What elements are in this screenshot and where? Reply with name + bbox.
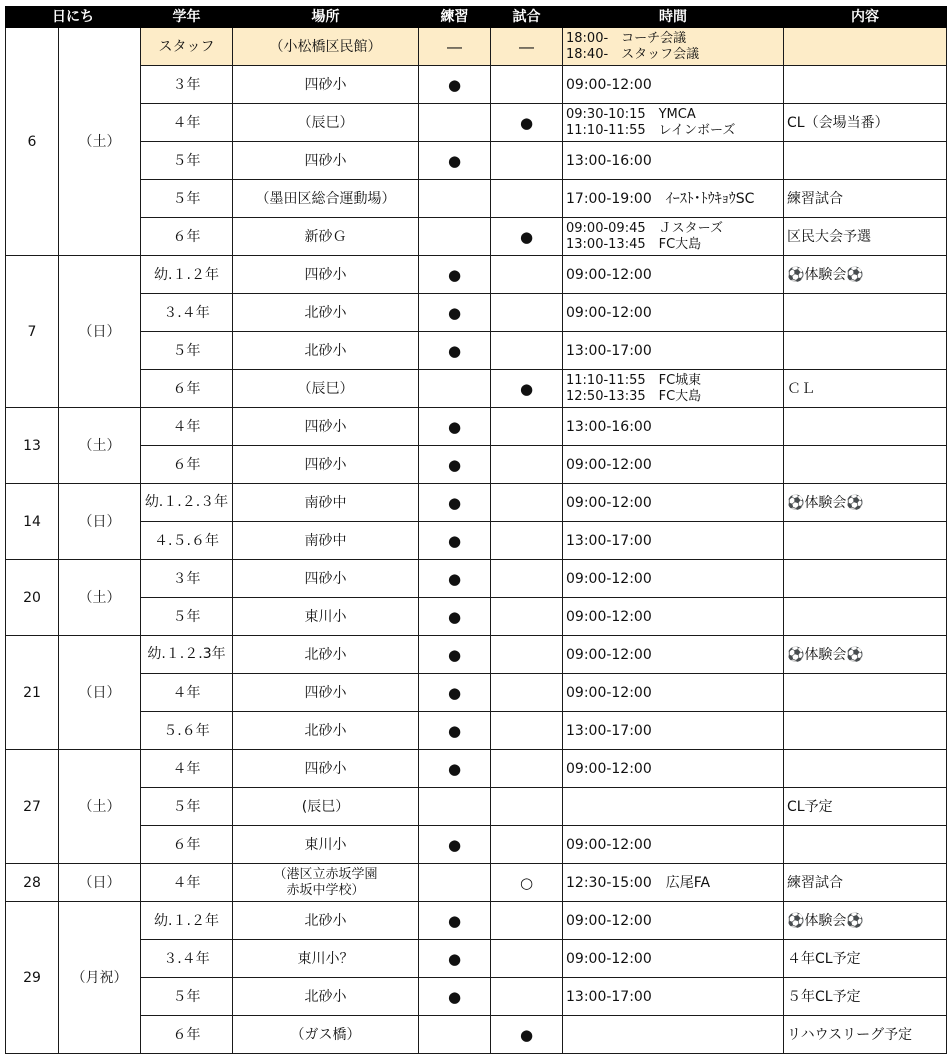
content-cell: リハウスリーグ予定 (784, 1016, 947, 1054)
practice-mark: ● (419, 598, 491, 636)
venue-line: （小松橋区民館） (269, 38, 382, 55)
schedule-row (6, 560, 947, 598)
time-cell (563, 902, 784, 940)
content-cell (784, 28, 947, 66)
weekday-cell: （月祝） (59, 902, 141, 1054)
grade-cell: 幼.１.２.３年 (141, 484, 233, 522)
match-mark (491, 142, 563, 180)
match-mark (491, 560, 563, 598)
time-line: 13:00-17:00 (566, 988, 652, 1005)
venue-cell (233, 636, 419, 674)
time-line: 09:00-12:00 (566, 836, 652, 853)
schedule-row (6, 104, 947, 142)
practice-mark (419, 104, 491, 142)
match-mark: ○ (491, 864, 563, 902)
time-cell (563, 1016, 784, 1054)
time-cell (563, 712, 784, 750)
time-line: 09:00-12:00 (566, 494, 652, 511)
time-cell (563, 598, 784, 636)
content-cell (784, 142, 947, 180)
content-cell: ⚽体験会⚽ (784, 636, 947, 674)
practice-mark: ● (419, 408, 491, 446)
venue-cell (233, 180, 419, 218)
time-line: 09:00-12:00 (566, 456, 652, 473)
venue-line: 北砂小 (304, 342, 347, 359)
grade-cell: ３年 (141, 560, 233, 598)
time-line: 09:00-12:00 (566, 646, 652, 663)
venue-line: 四砂小 (304, 570, 347, 587)
grade-cell: ４年 (141, 104, 233, 142)
schedule-row (6, 332, 947, 370)
content-cell: 練習試合 (784, 180, 947, 218)
time-cell (563, 674, 784, 712)
time-line: 09:00-12:00 (566, 266, 652, 283)
content-cell: CL（会場当番） (784, 104, 947, 142)
schedule-row (6, 750, 947, 788)
match-mark (491, 750, 563, 788)
time-line: 09:00-12:00 (566, 760, 652, 777)
content-cell (784, 674, 947, 712)
time-line: 09:30-10:15 YMCA (566, 106, 696, 122)
match-mark: ● (491, 104, 563, 142)
venue-cell (233, 256, 419, 294)
schedule-row (6, 142, 947, 180)
weekday-cell: （日） (59, 256, 141, 408)
grade-cell: ４.５.６年 (141, 522, 233, 560)
time-line: 09:00-12:00 (566, 76, 652, 93)
grade-cell: スタッフ (141, 28, 233, 66)
weekday-cell: （土） (59, 28, 141, 256)
header-grade: 学年 (141, 7, 233, 28)
weekday-cell: （土） (59, 408, 141, 484)
time-line: 18:00- コーチ会議 (566, 30, 687, 46)
time-line: 09:00-12:00 (566, 304, 652, 321)
schedule-row (6, 408, 947, 446)
time-line: 12:50-13:35 FC大島 (566, 388, 702, 404)
time-line: 13:00-16:00 (566, 152, 652, 169)
schedule-row (6, 712, 947, 750)
time-cell (563, 826, 784, 864)
practice-mark (419, 864, 491, 902)
weekday-cell: （土） (59, 560, 141, 636)
venue-line: （辰巳） (297, 114, 354, 131)
practice-mark: ● (419, 332, 491, 370)
match-mark: ● (491, 370, 563, 408)
day-cell: 29 (6, 902, 59, 1054)
venue-line: （ガス橋） (290, 1026, 361, 1043)
time-cell (563, 28, 784, 66)
match-mark (491, 636, 563, 674)
content-cell: ５年CL予定 (784, 978, 947, 1016)
venue-line: 新砂Ｇ (304, 228, 347, 245)
content-cell (784, 712, 947, 750)
time-line: 09:00-12:00 (566, 570, 652, 587)
match-mark: ― (491, 28, 563, 66)
match-mark (491, 408, 563, 446)
venue-cell (233, 446, 419, 484)
time-cell (563, 142, 784, 180)
day-cell: 7 (6, 256, 59, 408)
practice-mark: ● (419, 940, 491, 978)
schedule-row (6, 28, 947, 66)
venue-cell (233, 332, 419, 370)
grade-cell: ４年 (141, 864, 233, 902)
venue-line: 北砂小 (304, 304, 347, 321)
time-line: 13:00-17:00 (566, 722, 652, 739)
venue-line: （港区立赤坂学園 (273, 866, 378, 882)
venue-line: 四砂小 (304, 418, 347, 435)
venue-cell (233, 902, 419, 940)
content-cell: ⚽体験会⚽ (784, 256, 947, 294)
header-match: 試合 (491, 7, 563, 28)
schedule-row (6, 902, 947, 940)
match-mark (491, 712, 563, 750)
match-mark (491, 256, 563, 294)
grade-cell: ４年 (141, 750, 233, 788)
time-line: 09:00-09:45 Ｊスターズ (566, 220, 723, 236)
time-line: 18:40- スタッフ会議 (566, 46, 700, 62)
practice-mark: ● (419, 902, 491, 940)
practice-mark: ● (419, 142, 491, 180)
venue-line: （墨田区総合運動場） (255, 190, 396, 207)
header-row (6, 7, 947, 28)
venue-cell (233, 522, 419, 560)
time-cell (563, 940, 784, 978)
weekday-cell: （土） (59, 750, 141, 864)
time-line: 13:00-17:00 (566, 342, 652, 359)
venue-cell (233, 560, 419, 598)
venue-cell (233, 104, 419, 142)
venue-cell (233, 370, 419, 408)
venue-line: 四砂小 (304, 684, 347, 701)
practice-mark: ● (419, 522, 491, 560)
content-cell: CL予定 (784, 788, 947, 826)
time-line: 11:10-11:55 FC城東 (566, 372, 702, 388)
venue-line: 四砂小 (304, 266, 347, 283)
venue-cell (233, 294, 419, 332)
grade-cell: 幼.１.２年 (141, 902, 233, 940)
venue-line: 四砂小 (304, 152, 347, 169)
venue-line: 南砂中 (304, 494, 347, 511)
time-cell (563, 370, 784, 408)
day-cell: 21 (6, 636, 59, 750)
day-cell: 13 (6, 408, 59, 484)
schedule-row (6, 484, 947, 522)
grade-cell: ５年 (141, 598, 233, 636)
grade-cell: ４年 (141, 408, 233, 446)
schedule-row (6, 674, 947, 712)
venue-cell (233, 750, 419, 788)
day-cell: 14 (6, 484, 59, 560)
venue-cell (233, 826, 419, 864)
time-cell (563, 218, 784, 256)
time-cell (563, 978, 784, 1016)
header-practice: 練習 (419, 7, 491, 28)
practice-mark: ● (419, 674, 491, 712)
time-line: 09:00-12:00 (566, 684, 652, 701)
schedule-row (6, 256, 947, 294)
venue-cell (233, 978, 419, 1016)
venue-line: 四砂小 (304, 456, 347, 473)
practice-mark: ● (419, 712, 491, 750)
time-cell (563, 332, 784, 370)
venue-cell (233, 28, 419, 66)
venue-cell (233, 598, 419, 636)
grade-cell: ３年 (141, 66, 233, 104)
time-cell (563, 864, 784, 902)
content-cell: ４年CL予定 (784, 940, 947, 978)
grade-cell: ５年 (141, 180, 233, 218)
schedule-row (6, 446, 947, 484)
match-mark: ● (491, 218, 563, 256)
time-cell (563, 788, 784, 826)
content-cell (784, 750, 947, 788)
time-line: 17:00-19:00 ｲｰｽﾄ･ﾄｳｷｮｳSC (566, 190, 755, 207)
schedule-row (6, 940, 947, 978)
practice-mark: ● (419, 636, 491, 674)
weekday-cell: （日） (59, 864, 141, 902)
venue-line: 北砂小 (304, 646, 347, 663)
schedule-row (6, 636, 947, 674)
time-line: 09:00-12:00 (566, 950, 652, 967)
venue-cell (233, 674, 419, 712)
venue-line: 赤坂中学校） (286, 882, 365, 898)
practice-mark (419, 218, 491, 256)
grade-cell: ６年 (141, 446, 233, 484)
grade-cell: ５年 (141, 978, 233, 1016)
practice-mark: ● (419, 978, 491, 1016)
grade-cell: ３.４年 (141, 294, 233, 332)
grade-cell: ６年 (141, 370, 233, 408)
content-cell (784, 560, 947, 598)
grade-cell: ４年 (141, 674, 233, 712)
content-cell (784, 66, 947, 104)
time-cell (563, 256, 784, 294)
practice-mark: ● (419, 750, 491, 788)
venue-line: 北砂小 (304, 722, 347, 739)
schedule-row (6, 294, 947, 332)
match-mark: ● (491, 1016, 563, 1054)
practice-mark: ● (419, 826, 491, 864)
content-cell (784, 522, 947, 560)
match-mark (491, 294, 563, 332)
content-cell: ＣＬ (784, 370, 947, 408)
time-line: 09:00-12:00 (566, 608, 652, 625)
match-mark (491, 902, 563, 940)
match-mark (491, 598, 563, 636)
grade-cell: ６年 (141, 218, 233, 256)
schedule-row (6, 218, 947, 256)
time-cell (563, 750, 784, 788)
practice-mark (419, 788, 491, 826)
day-cell: 27 (6, 750, 59, 864)
time-line: 11:10-11:55 レインボーズ (566, 122, 736, 138)
schedule-row (6, 864, 947, 902)
grade-cell: ６年 (141, 1016, 233, 1054)
day-cell: 28 (6, 864, 59, 902)
venue-line: 東川小？ (297, 950, 354, 967)
venue-cell (233, 864, 419, 902)
header-time: 時間 (563, 7, 784, 28)
weekday-cell: （日） (59, 636, 141, 750)
schedule-row (6, 826, 947, 864)
time-cell (563, 446, 784, 484)
time-cell (563, 294, 784, 332)
venue-line: 東川小 (304, 836, 347, 853)
grade-cell: ５年 (141, 142, 233, 180)
match-mark (491, 978, 563, 1016)
practice-mark (419, 1016, 491, 1054)
venue-line: 四砂小 (304, 760, 347, 777)
venue-cell (233, 484, 419, 522)
grade-cell: ５.６年 (141, 712, 233, 750)
practice-mark: ● (419, 294, 491, 332)
match-mark (491, 180, 563, 218)
time-line: 13:00-16:00 (566, 418, 652, 435)
venue-line: 北砂小 (304, 912, 347, 929)
content-cell (784, 408, 947, 446)
schedule-row (6, 370, 947, 408)
content-cell (784, 826, 947, 864)
venue-cell (233, 1016, 419, 1054)
schedule-row (6, 788, 947, 826)
schedule-row (6, 978, 947, 1016)
practice-mark: ● (419, 446, 491, 484)
time-cell (563, 104, 784, 142)
match-mark (491, 674, 563, 712)
match-mark (491, 446, 563, 484)
practice-mark: ― (419, 28, 491, 66)
match-mark (491, 66, 563, 104)
schedule-table (5, 6, 947, 1054)
content-cell: 区民大会予選 (784, 218, 947, 256)
schedule-row (6, 522, 947, 560)
grade-cell: ５年 (141, 332, 233, 370)
content-cell (784, 332, 947, 370)
match-mark (491, 522, 563, 560)
schedule-row (6, 1016, 947, 1054)
practice-mark: ● (419, 256, 491, 294)
time-line: 13:00-17:00 (566, 532, 652, 549)
content-cell: ⚽体験会⚽ (784, 484, 947, 522)
time-cell (563, 522, 784, 560)
content-cell (784, 294, 947, 332)
day-cell: 6 (6, 28, 59, 256)
schedule-row (6, 598, 947, 636)
time-cell (563, 408, 784, 446)
schedule-row (6, 66, 947, 104)
grade-cell: ５年 (141, 788, 233, 826)
time-cell (563, 180, 784, 218)
time-line: 13:00-13:45 FC大島 (566, 236, 702, 252)
venue-line: （辰巳） (297, 380, 354, 397)
grade-cell: ６年 (141, 826, 233, 864)
practice-mark (419, 180, 491, 218)
grade-cell: 幼.１.２.3年 (141, 636, 233, 674)
venue-cell (233, 788, 419, 826)
venue-cell (233, 218, 419, 256)
time-line: 09:00-12:00 (566, 912, 652, 929)
match-mark (491, 940, 563, 978)
venue-cell (233, 142, 419, 180)
venue-cell (233, 940, 419, 978)
practice-mark (419, 370, 491, 408)
header-date: 日にち (6, 7, 141, 28)
practice-mark: ● (419, 66, 491, 104)
match-mark (491, 788, 563, 826)
content-cell (784, 598, 947, 636)
weekday-cell: （日） (59, 484, 141, 560)
venue-cell (233, 66, 419, 104)
content-cell: 練習試合 (784, 864, 947, 902)
venue-cell (233, 712, 419, 750)
grade-cell: ３.４年 (141, 940, 233, 978)
grade-cell: 幼.１.２年 (141, 256, 233, 294)
match-mark (491, 826, 563, 864)
match-mark (491, 332, 563, 370)
venue-line: 四砂小 (304, 76, 347, 93)
match-mark (491, 484, 563, 522)
header-content: 内容 (784, 7, 947, 28)
venue-line: 北砂小 (304, 988, 347, 1005)
time-cell (563, 484, 784, 522)
time-cell (563, 66, 784, 104)
time-cell (563, 636, 784, 674)
practice-mark: ● (419, 560, 491, 598)
time-line: 12:30-15:00 広尾FA (566, 874, 711, 891)
header-venue: 場所 (233, 7, 419, 28)
venue-cell (233, 408, 419, 446)
venue-line: 東川小 (304, 608, 347, 625)
time-cell (563, 560, 784, 598)
day-cell: 20 (6, 560, 59, 636)
content-cell (784, 446, 947, 484)
venue-line: (辰巳） (301, 798, 350, 815)
practice-mark: ● (419, 484, 491, 522)
content-cell: ⚽体験会⚽ (784, 902, 947, 940)
venue-line: 南砂中 (304, 532, 347, 549)
schedule-row (6, 180, 947, 218)
schedule-body (6, 28, 947, 1054)
